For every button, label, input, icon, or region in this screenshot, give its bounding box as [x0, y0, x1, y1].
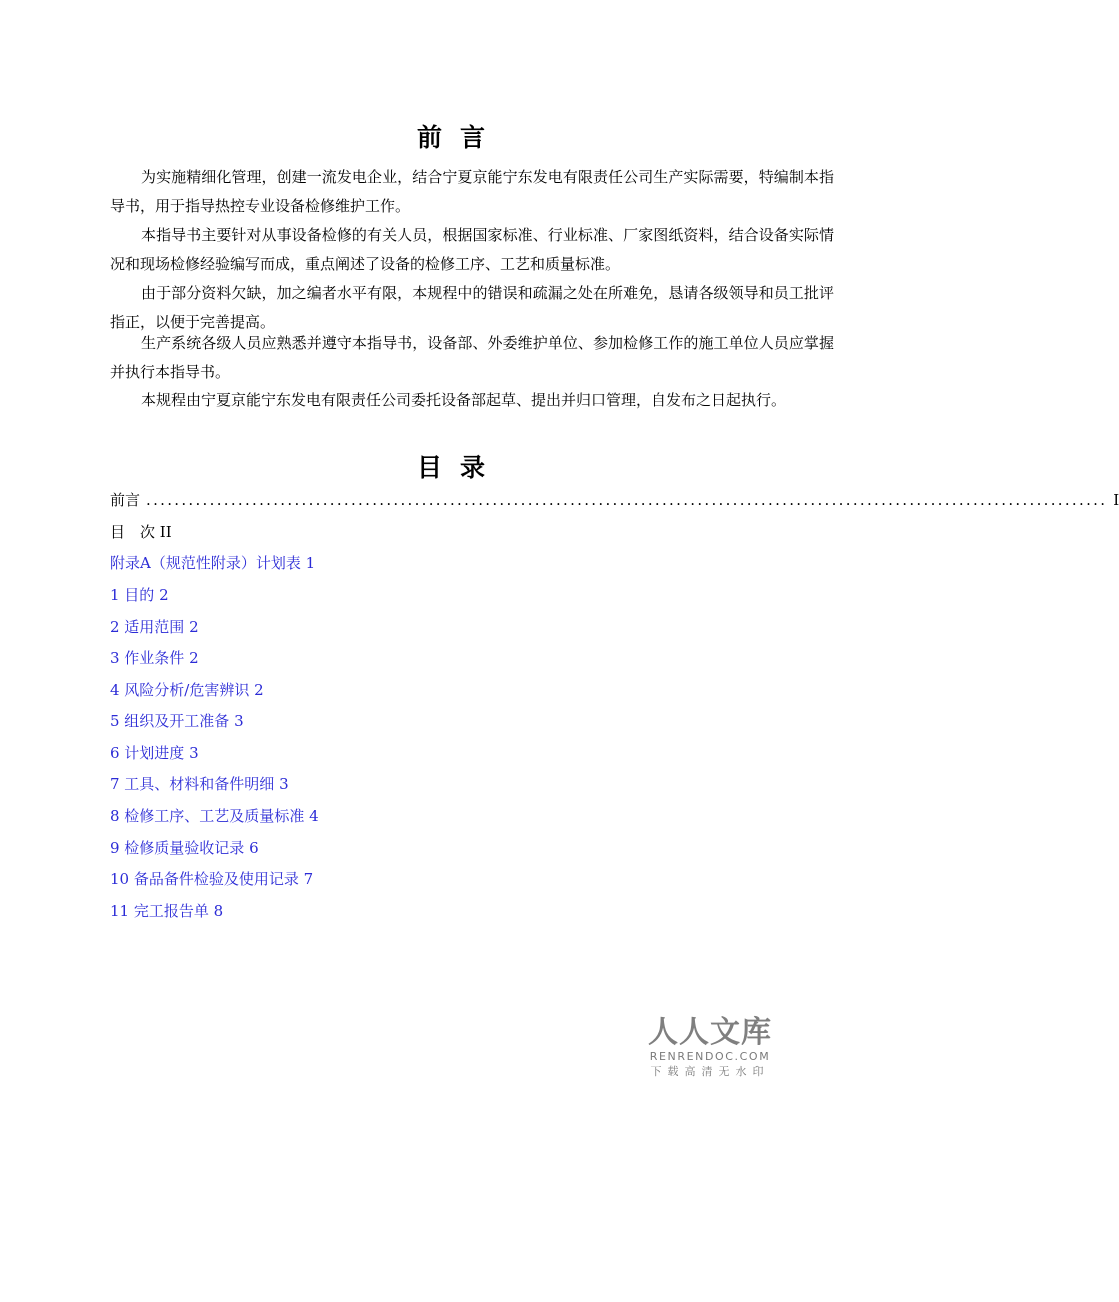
toc-entry-4[interactable] — [110, 680, 264, 700]
toc-entry-page: 4 — [309, 807, 319, 825]
toc-entry-label: 11 完工报告单 — [110, 902, 209, 920]
watermark-url: RENRENDOC.COM — [649, 1050, 771, 1063]
toc-entry-label: 2 适用范围 — [110, 618, 185, 636]
toc-entry-label: 5 组织及开工准备 — [110, 712, 230, 730]
toc-entry-label: 9 检修质量验收记录 — [110, 839, 245, 857]
foreword-paragraph-4: 生产系统各级人员应熟悉并遵守本指导书，设备部、外委维护单位、参加检修工作的施工单位人员应掌握并执行本指导书。 — [110, 334, 834, 381]
toc-entry-8[interactable] — [110, 806, 319, 826]
toc-entry-label: 前言 — [110, 491, 141, 509]
toc-entry-appendix-a[interactable] — [110, 553, 315, 573]
toc-entry-page: 3 — [279, 775, 289, 793]
toc-dot-leader: ........................................................................................................................................ — [146, 491, 1108, 509]
watermark-subtitle: 下载高清无水印 — [650, 1065, 770, 1078]
toc-entry-page: 6 — [249, 839, 259, 857]
foreword-paragraph-5: 本规程由宁夏京能宁东发电有限责任公司委托设备部起草、提出并归口管理，自发布之日起执行。 — [141, 391, 787, 409]
toc-entry-page: II — [159, 523, 172, 541]
toc-entry-page: I — [1113, 491, 1119, 509]
toc-entry-label: 7 工具、材料和备件明细 — [110, 775, 275, 793]
toc-entry-label: 目 次 — [110, 523, 156, 541]
watermark-logo — [640, 1016, 780, 1080]
toc-entry-11[interactable] — [110, 901, 223, 921]
foreword-paragraph-3: 由于部分资料欠缺，加之编者水平有限，本规程中的错误和疏漏之处在所难免，恳请各级领导和员工批评指正，以便于完善提高。 — [110, 284, 834, 331]
foreword-paragraph-2: 本指导书主要针对从事设备检修的有关人员，根据国家标准、行业标准、厂家图纸资料，结合设备实际情况和现场检修经验编写而成，重点阐述了设备的检修工序、工艺和质量标准。 — [110, 226, 834, 273]
toc-entry-page: 2 — [189, 618, 199, 636]
foreword-title: 前言 — [416, 123, 503, 152]
toc-entry-label: 10 备品备件检验及使用记录 — [110, 870, 299, 888]
toc-entry-9[interactable] — [110, 838, 259, 858]
toc-entry-2[interactable] — [110, 617, 199, 637]
foreword-paragraph-1: 为实施精细化管理，创建一流发电企业，结合宁夏京能宁东发电有限责任公司生产实际需要，特编制本指导书，用于指导热控专业设备检修维护工作。 — [110, 168, 834, 215]
toc-entry-page: 3 — [189, 744, 199, 762]
toc-entry-label: 附录A（规范性附录）计划表 — [110, 554, 301, 572]
toc-entry-label: 8 检修工序、工艺及质量标准 — [110, 807, 305, 825]
toc-entry-foreword[interactable] — [110, 490, 1119, 510]
toc-entry-7[interactable] — [110, 774, 289, 794]
toc-entry-page: 3 — [234, 712, 244, 730]
toc-entry-page: 2 — [254, 681, 264, 699]
toc-entry-5[interactable] — [110, 711, 244, 731]
toc-entry-page: 8 — [213, 902, 224, 920]
toc-entry-6[interactable] — [110, 743, 199, 763]
toc-entry-page: 7 — [303, 870, 314, 888]
watermark-title: 人人文库 — [648, 1015, 772, 1050]
toc-entry-page: 1 — [305, 554, 316, 572]
toc-entry-3[interactable] — [110, 648, 199, 668]
toc-entry-label: 3 作业条件 — [110, 649, 185, 667]
toc-entry-10[interactable] — [110, 869, 313, 889]
toc-entry-label: 4 风险分析/危害辨识 — [110, 681, 250, 699]
toc-entry-label: 6 计划进度 — [110, 744, 185, 762]
toc-entry-page: 2 — [189, 649, 199, 667]
toc-title: 目录 — [416, 453, 503, 482]
toc-entry-label: 1 目的 — [110, 586, 155, 604]
toc-entry-1[interactable] — [110, 585, 169, 605]
toc-entry-page: 2 — [159, 586, 169, 604]
toc-entry-contents[interactable] — [110, 522, 172, 542]
